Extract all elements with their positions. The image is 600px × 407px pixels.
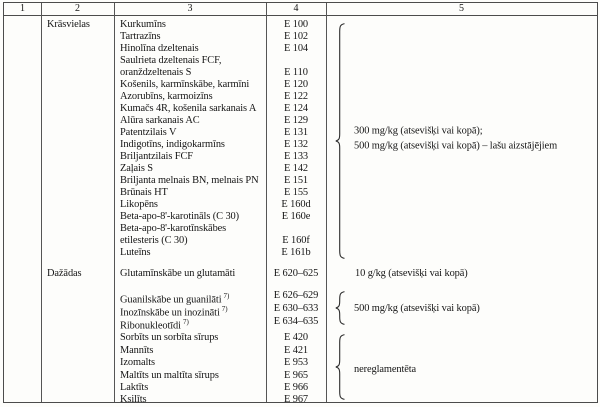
limit-annotation — [354, 362, 416, 377]
e-number-cell: E 122 — [283, 91, 309, 102]
empty-cell — [4, 163, 41, 175]
empty-cell — [4, 67, 41, 79]
additive-name-cell: Kurkumīns — [120, 19, 166, 30]
category-cell — [41, 235, 114, 247]
category-cell — [41, 43, 114, 55]
empty-cell — [4, 303, 41, 316]
e-number-cell: E 953 — [283, 357, 309, 369]
empty-cell — [4, 103, 41, 115]
category-cell — [41, 394, 114, 406]
limit-annotation — [354, 125, 557, 154]
limit-annotation — [354, 302, 480, 317]
additive-name-cell: Zaļais S — [120, 163, 153, 174]
e-number-cell: E 965 — [283, 369, 309, 381]
e-number-cell: E 967 — [283, 394, 309, 406]
limit-cell — [326, 67, 597, 79]
additive-name-cell: Laktīts — [120, 381, 149, 393]
table-row — [4, 290, 597, 306]
additive-name-cell: Glutamīnskābe un glutamāti — [120, 268, 236, 279]
limit-cell — [326, 31, 597, 43]
empty-cell — [4, 345, 41, 357]
category-label: Krāsvielas — [47, 19, 90, 30]
additive-name-cell: Likopēns — [120, 199, 158, 210]
additive-name-cell: Tartrazīns — [120, 31, 161, 42]
table-row — [4, 31, 597, 43]
limit-cell — [326, 394, 597, 406]
limit-line: 500 mg/kg (atsevišķi vai kopā) — [354, 302, 480, 314]
additive-name-cell: Hinolīna dzeltenais — [120, 43, 199, 54]
additive-name-cell: Kumačs 4R, košenila sarkanais A — [120, 103, 257, 114]
category-cell — [41, 175, 114, 187]
empty-cell — [4, 115, 41, 127]
header-col-4: 4 — [293, 3, 299, 14]
category-cell — [41, 357, 114, 369]
table-row — [4, 163, 597, 175]
e-number-cell: E 160d — [281, 199, 311, 210]
limit-cell — [326, 187, 597, 199]
table-row — [4, 91, 597, 103]
empty-cell — [4, 290, 41, 303]
category-cell — [41, 316, 114, 329]
empty-cell — [4, 357, 41, 369]
e-number-cell: E 161b — [281, 247, 311, 258]
limit-cell — [326, 290, 597, 303]
grouping-brace — [335, 23, 346, 259]
empty-cell — [4, 211, 41, 223]
additive-name-cell: Ribonukleotīdi $^{7)}$ — [120, 317, 189, 332]
table-row — [4, 103, 597, 115]
empty-cell — [4, 199, 41, 211]
empty-cell — [4, 267, 41, 280]
empty-cell — [4, 316, 41, 329]
e-number-cell: E 124 — [283, 103, 309, 114]
additive-name-cell: Beta-apo-8'-karotīnskābes — [120, 223, 227, 234]
empty-cell — [4, 19, 41, 31]
limit-cell — [326, 103, 597, 115]
empty-cell — [4, 31, 41, 43]
header-col-3: 3 — [187, 3, 193, 14]
empty-cell — [4, 79, 41, 91]
additive-name-cell: Mannīts — [120, 344, 154, 356]
e-number-cell: E 100 — [283, 19, 309, 30]
table-row — [4, 394, 597, 406]
empty-cell — [4, 187, 41, 199]
additive-name-cell: Guanilskābe un guanilāti $^{7)}$ — [120, 292, 230, 306]
table-row — [4, 357, 597, 369]
e-number-cell: E 142 — [283, 163, 309, 174]
limit-cell — [326, 223, 597, 235]
e-number-cell: E 630–633 — [273, 302, 319, 314]
table-row — [4, 211, 597, 223]
e-number-cell: E 131 — [283, 127, 309, 138]
limit-cell — [326, 332, 597, 344]
category-cell — [41, 91, 114, 103]
e-number-cell: E 626–629 — [273, 290, 319, 301]
empty-cell — [4, 247, 41, 259]
additive-name-cell: Alūra sarkanais AC — [120, 115, 200, 126]
category-cell — [41, 31, 114, 43]
e-number-cell: E 160e — [281, 211, 311, 222]
footnote-ref: 7) — [221, 304, 228, 313]
category-cell — [41, 55, 114, 67]
table-row — [4, 315, 597, 332]
limit-cell — [326, 316, 597, 329]
category-cell — [41, 382, 114, 394]
empty-cell — [4, 151, 41, 163]
limit-cell — [326, 79, 597, 91]
table-row — [4, 67, 597, 79]
additive-name-cell: Brūnais HT — [120, 187, 168, 198]
table-row — [4, 370, 597, 382]
section-colorants — [4, 19, 597, 259]
additive-name-cell: Sorbīts un sorbīta sīrups — [120, 332, 219, 344]
footnote-ref: 7) — [182, 317, 189, 326]
table-row — [4, 332, 597, 344]
additives-table — [3, 2, 598, 406]
empty-cell — [4, 175, 41, 187]
additive-name-cell: Maltīts un maltīta sīrups — [120, 369, 219, 381]
table-row — [4, 235, 597, 247]
category-cell — [41, 139, 114, 151]
additive-name-cell: Patentzilais V — [120, 127, 177, 138]
section-nucleotides — [4, 290, 597, 332]
category-cell — [41, 345, 114, 357]
e-number-cell: E 966 — [283, 381, 309, 393]
e-number-cell: E 132 — [283, 139, 309, 150]
category-cell — [41, 103, 114, 115]
limit-cell — [326, 199, 597, 211]
limit-text: 10 g/kg (atsevišķi vai kopā) — [355, 268, 468, 279]
category-cell — [41, 199, 114, 211]
category-cell — [41, 187, 114, 199]
table-row — [4, 55, 597, 67]
e-number-cell: E 102 — [283, 31, 309, 42]
table-row — [4, 223, 597, 235]
section-polyols — [4, 332, 597, 406]
category-cell — [41, 67, 114, 79]
category-cell — [41, 127, 114, 139]
table-row — [4, 345, 597, 357]
table-row — [4, 382, 597, 394]
limit-line: nereglamentēta — [354, 363, 417, 375]
category-cell — [41, 79, 114, 91]
category-cell — [41, 223, 114, 235]
table-row — [4, 187, 597, 199]
table-row — [4, 247, 597, 259]
table-row — [4, 79, 597, 91]
limit-cell — [326, 235, 597, 247]
empty-cell — [4, 235, 41, 247]
limit-cell — [326, 345, 597, 357]
empty-cell — [4, 43, 41, 55]
table-row — [4, 175, 597, 187]
additive-name-cell: Luteīns — [120, 247, 151, 258]
additive-name-cell: Košenils, karmīnskābe, karmīni — [120, 79, 250, 90]
additive-name-cell: oranždzeltenais S — [120, 67, 192, 78]
e-number-cell: E 151 — [283, 175, 309, 186]
e-number-cell: E 104 — [283, 43, 309, 54]
additive-name-cell: Briljantzilais FCF — [120, 151, 193, 162]
limit-cell — [326, 247, 597, 259]
limit-line: 300 mg/kg (atsevišķi vai kopā); — [354, 125, 483, 137]
table-row — [4, 302, 597, 319]
empty-cell — [4, 127, 41, 139]
table-row — [4, 19, 597, 31]
e-number-cell: E 620–625 — [273, 268, 319, 279]
e-number-cell: E 160f — [282, 235, 310, 246]
header-col-2: 2 — [75, 3, 80, 14]
e-number-cell: E 634–635 — [273, 315, 319, 327]
limit-cell — [326, 91, 597, 103]
e-number-cell — [266, 223, 326, 235]
e-number-cell: E 129 — [283, 115, 309, 126]
section-glutamates — [4, 267, 597, 280]
e-number-cell: E 110 — [284, 67, 308, 78]
e-number-cell — [266, 55, 326, 67]
category-cell — [41, 332, 114, 344]
e-number-cell: E 120 — [283, 79, 309, 90]
e-number-cell: E 133 — [283, 151, 309, 162]
additive-name-cell: Briljanta melnais BN, melnais PN — [120, 175, 259, 186]
limit-cell — [326, 19, 597, 31]
additive-name-cell: Ksilīts — [120, 394, 147, 406]
empty-cell — [4, 370, 41, 382]
additive-name-cell: Indigotīns, indigokarmīns — [120, 139, 225, 150]
footnote-ref: 7) — [223, 292, 230, 300]
header-col-5: 5 — [459, 3, 464, 14]
limit-cell — [326, 175, 597, 187]
category-cell — [41, 211, 114, 223]
limit-cell — [326, 382, 597, 394]
empty-cell — [4, 394, 41, 406]
limit-cell — [326, 211, 597, 223]
additive-name-cell: Inozīnskābe un inozināti $^{7)}$ — [120, 304, 228, 319]
limit-line: 500 mg/kg (atsevišķi vai kopā) – lašu aizstājējiem — [354, 140, 558, 151]
grouping-brace — [335, 334, 346, 400]
e-number-cell: E 420 — [283, 332, 309, 344]
additive-name-cell: Azorubīns, karmoizīns — [120, 91, 213, 102]
empty-cell — [4, 332, 41, 344]
empty-cell — [4, 55, 41, 67]
additive-name-cell: etilesteris (C 30) — [120, 235, 188, 246]
empty-cell — [4, 91, 41, 103]
category-cell — [41, 163, 114, 175]
header-col-1: 1 — [20, 3, 25, 14]
table-body — [4, 16, 597, 407]
empty-cell — [4, 223, 41, 235]
category-cell — [41, 247, 114, 259]
empty-cell — [4, 139, 41, 151]
limit-cell — [326, 43, 597, 55]
table-header-row — [4, 3, 597, 16]
category-cell — [41, 115, 114, 127]
empty-cell — [4, 382, 41, 394]
e-number-cell: E 155 — [283, 187, 309, 198]
additive-name-cell: Saulrieta dzeltenais FCF, — [120, 55, 222, 66]
table-row — [4, 199, 597, 211]
e-number-cell: E 421 — [283, 344, 309, 356]
additive-name-cell: Izomalts — [120, 357, 155, 369]
table-row — [4, 267, 597, 280]
category-cell — [41, 370, 114, 382]
category-cell — [41, 151, 114, 163]
table-row — [4, 43, 597, 55]
limit-cell — [326, 163, 597, 175]
category-cell — [41, 290, 114, 303]
category-label: Dažādas — [47, 268, 82, 279]
grouping-brace — [335, 291, 346, 325]
additive-name-cell: Beta-apo-8'-karotināls (C 30) — [120, 211, 240, 222]
category-cell — [41, 303, 114, 316]
limit-cell — [326, 55, 597, 67]
